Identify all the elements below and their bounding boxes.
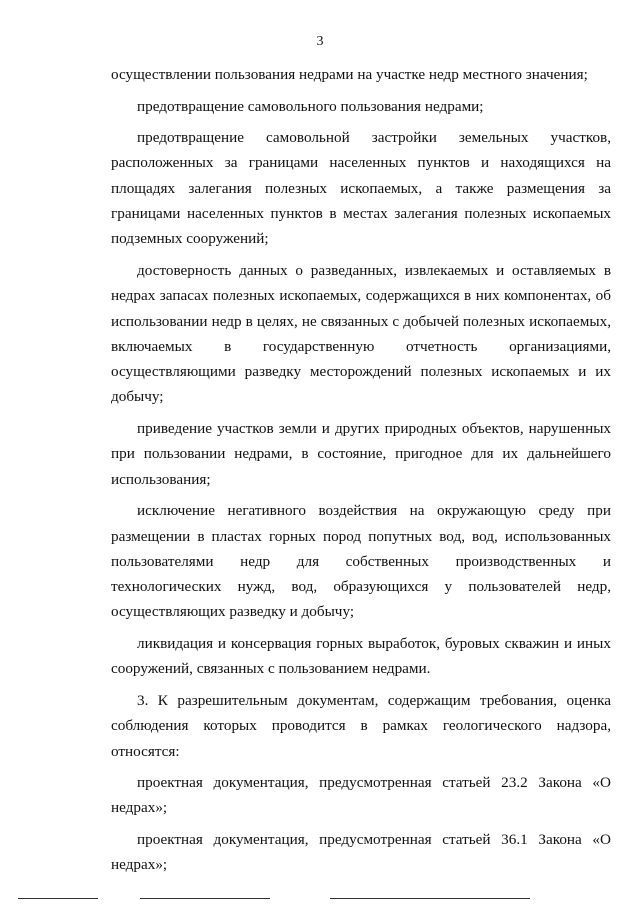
paragraph-8: 3. К разрешительным документам, содержащим требования, оценка соблюдения которых проводится в рамках геологического надзора, относятся: xyxy=(111,691,611,760)
paragraph-2: предотвращение самовольного пользования недрами; xyxy=(137,97,484,115)
paragraph-3: предотвращение самовольной застройки земельных участков, расположенных за границами населенных пунктов и находящихся на площадях залегания полезных ископаемых, а также размещения за границами населенных пунктов в местах залегания полезных ископаемых подземных сооружений; xyxy=(111,129,611,248)
scan-edge-line xyxy=(140,898,270,899)
paragraph-7: ликвидация и консервация горных выработок, буровых скважин и иных сооружений, связанных с пользованием недрами. xyxy=(111,635,611,678)
paragraph-10: проектная документация, предусмотренная статьей 36.1 Закона «О недрах»; xyxy=(111,830,611,874)
document-body xyxy=(111,62,611,884)
paragraph-6: исключение негативного воздействия на окружающую среду при размещении в пластах горных пород попутных вод, вод, использованных пользователями недр для собственных производственных и технологических нужд, вод, образующихся у пользователей недр, осуществляющих разведку и добычу; xyxy=(111,502,611,621)
paragraph-4: достоверность данных о разведанных, извлекаемых и оставляемых в недрах запасах полезных ископаемых, содержащихся в них компонентах, об использовании недр в целях, не связанных с добычей полезных ископаемых, включаемых в государственную отчетность организациями, осуществляющими разведку месторождений полезных ископаемых и их добычу; xyxy=(111,261,611,406)
scan-edge-line xyxy=(330,898,530,899)
scan-edge-lines xyxy=(0,895,640,905)
paragraph-1: осуществлении пользования недрами на участке недр местного значения; xyxy=(111,66,588,83)
paragraph-5: приведение участков земли и других природных объектов, нарушенных при пользовании недрами, в состояние, пригодное для их дальнейшего использования; xyxy=(111,420,611,488)
page-number: 3 xyxy=(316,34,324,49)
scan-edge-line xyxy=(18,898,98,899)
paragraph-9: проектная документация, предусмотренная статьей 23.2 Закона «О недрах»; xyxy=(111,774,611,817)
